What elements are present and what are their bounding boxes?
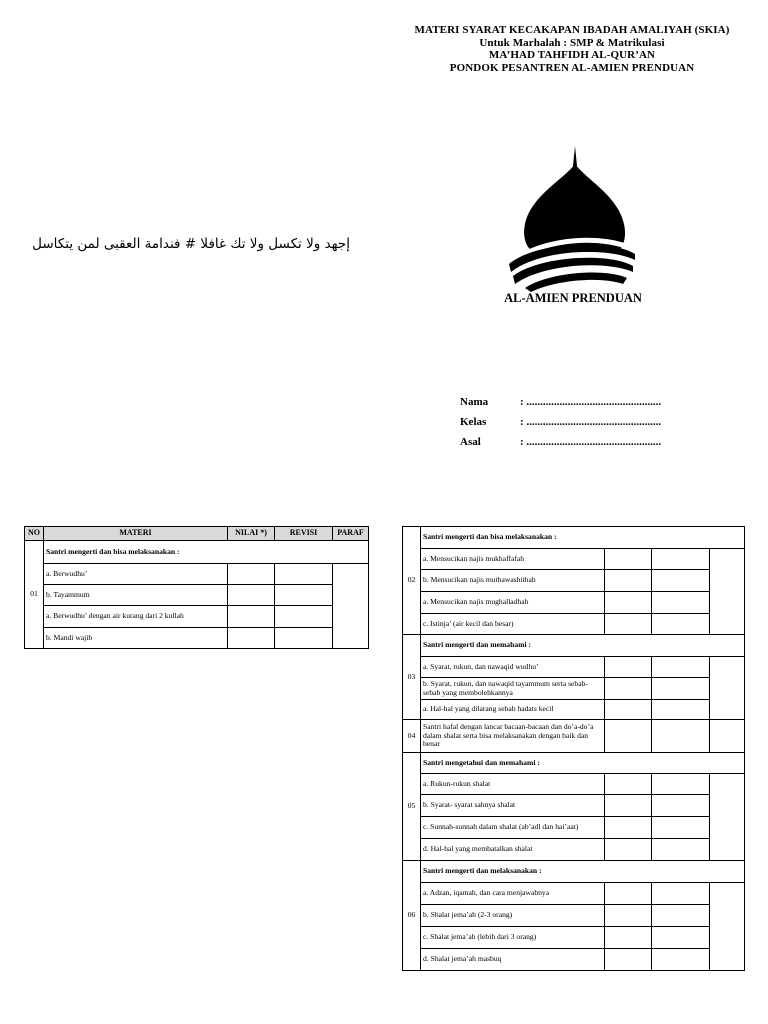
- materi-item: b. Mensucikan najis muthawashithah: [421, 570, 605, 592]
- materi-item: a. Adzan, iqamah, dan cara menjawabnya: [421, 883, 605, 905]
- skia-table-right: [402, 526, 745, 971]
- materi-item: Santri hafal dengan lancar bacaan-bacaan dan do’a-do’a dalam shalat serta bisa melaksanakan dengan baik dan benar: [421, 720, 605, 753]
- table-row: [25, 628, 369, 649]
- table-row: [25, 606, 369, 628]
- paraf-cell[interactable]: [333, 564, 369, 649]
- row-number: 05: [403, 753, 421, 861]
- table-row: [403, 657, 745, 678]
- materi-item: d. Shalat jema’ah masbuq: [421, 949, 605, 971]
- revisi-cell[interactable]: [652, 614, 710, 635]
- table-row: [403, 614, 745, 635]
- paraf-cell[interactable]: [710, 774, 745, 861]
- table-row: [403, 549, 745, 570]
- table-row: [403, 817, 745, 839]
- materi-item: a. Mensucikan najis mukhaffafah: [421, 549, 605, 570]
- revisi-cell[interactable]: [652, 657, 710, 678]
- col-materi: MATERI: [44, 527, 228, 541]
- header-marhalah: Untuk Marhalah : SMP & Matrikulasi: [479, 36, 665, 49]
- nilai-cell[interactable]: [605, 700, 652, 720]
- document-header: [396, 24, 748, 74]
- group-intro: Santri mengetahui dan memahami :: [421, 753, 745, 774]
- row-number: 02: [403, 527, 421, 635]
- revisi-cell[interactable]: [652, 570, 710, 592]
- col-nilai: NILAI *): [228, 527, 275, 541]
- materi-item: a. Berwudhu’ dengan air kurang dari 2 kullah: [44, 606, 228, 628]
- revisi-cell[interactable]: [652, 774, 710, 795]
- kelas-field[interactable]: : .................................................: [520, 416, 662, 428]
- table-row: [403, 720, 745, 753]
- header-pondok: PONDOK PESANTREN AL-AMIEN PRENDUAN: [449, 61, 695, 74]
- revisi-cell[interactable]: [652, 883, 710, 905]
- al-amien-logo-icon: [505, 142, 637, 292]
- materi-item: c. Istinja’ (air kecil dan besar): [421, 614, 605, 635]
- revisi-cell[interactable]: [652, 817, 710, 839]
- nilai-cell[interactable]: [605, 883, 652, 905]
- nama-field[interactable]: : .................................................: [520, 396, 662, 408]
- paraf-cell[interactable]: [710, 549, 745, 635]
- materi-item: a. Berwudhu’: [44, 564, 228, 585]
- nilai-cell[interactable]: [605, 720, 652, 753]
- nilai-cell[interactable]: [605, 817, 652, 839]
- revisi-cell[interactable]: [652, 592, 710, 614]
- table-row: [25, 585, 369, 606]
- group-intro: Santri mengerti dan memahami :: [421, 635, 745, 657]
- header-mahad: MA’HAD TAHFIDH AL-QUR’AN: [488, 49, 656, 61]
- materi-item: d. Hal-hal yang membatalkan shalat: [421, 839, 605, 861]
- nilai-cell[interactable]: [228, 585, 275, 606]
- row-number: 04: [403, 720, 421, 753]
- table-row: [403, 570, 745, 592]
- group-intro: Santri mengerti dan melaksanakan :: [421, 861, 745, 883]
- paraf-cell[interactable]: [710, 720, 745, 753]
- nilai-cell[interactable]: [605, 774, 652, 795]
- row-number: 01: [25, 541, 44, 649]
- nilai-cell[interactable]: [605, 905, 652, 927]
- materi-item: b. Shalat jema’ah (2-3 orang): [421, 905, 605, 927]
- revisi-cell[interactable]: [652, 795, 710, 817]
- table-row: [25, 541, 369, 564]
- table-row: [403, 753, 745, 774]
- materi-item: a. Hal-hal yang dilarang sebab hadats kecil: [421, 700, 605, 720]
- nilai-cell[interactable]: [605, 570, 652, 592]
- row-number: 03: [403, 635, 421, 720]
- materi-item: c. Sunnah-sunnah dalam shalat (ab’adl dan hai’aat): [421, 817, 605, 839]
- group-intro: Santri mengerti dan bisa melaksanakan :: [44, 541, 369, 564]
- materi-item: b. Syarat- syarat sahnya shalat: [421, 795, 605, 817]
- paraf-cell[interactable]: [710, 883, 745, 971]
- table-row: [403, 949, 745, 971]
- nilai-cell[interactable]: [605, 795, 652, 817]
- identity-form: [460, 392, 661, 452]
- revisi-cell[interactable]: [652, 949, 710, 971]
- revisi-cell[interactable]: [652, 549, 710, 570]
- materi-item: a. Syarat, rukun, dan nawaqid wudhu’: [421, 657, 605, 678]
- group-intro: Santri mengerti dan bisa melaksanakan :: [421, 527, 745, 549]
- materi-item: b. Tayammum: [44, 585, 228, 606]
- revisi-cell[interactable]: [652, 700, 710, 720]
- revisi-cell[interactable]: [275, 585, 333, 606]
- revisi-cell[interactable]: [652, 839, 710, 861]
- table-row: [25, 564, 369, 585]
- materi-item: a. Rukun-rukun shalat: [421, 774, 605, 795]
- asal-row: [460, 432, 661, 452]
- nilai-cell[interactable]: [605, 549, 652, 570]
- nilai-cell[interactable]: [605, 678, 652, 700]
- header-title: MATERI SYARAT KECAKAPAN IBADAH AMALIYAH (SKIA): [414, 24, 730, 36]
- nilai-cell[interactable]: [228, 606, 275, 628]
- table-row: [403, 678, 745, 700]
- skia-table-left: [24, 526, 369, 649]
- table-row: [403, 635, 745, 657]
- table-header-row: [25, 527, 369, 541]
- table-row: [403, 883, 745, 905]
- revisi-cell[interactable]: [275, 628, 333, 649]
- revisi-cell[interactable]: [652, 678, 710, 700]
- materi-item: c. Shalat jema’ah (lebih dari 3 orang): [421, 927, 605, 949]
- nilai-cell[interactable]: [605, 927, 652, 949]
- nilai-cell[interactable]: [605, 592, 652, 614]
- table-row: [403, 592, 745, 614]
- col-no: NO: [25, 527, 44, 541]
- nilai-cell[interactable]: [228, 628, 275, 649]
- table-row: [403, 700, 745, 720]
- revisi-cell[interactable]: [652, 927, 710, 949]
- nilai-cell[interactable]: [605, 657, 652, 678]
- table-row: [403, 795, 745, 817]
- asal-label: Asal: [460, 436, 481, 448]
- logo-caption: AL-AMIEN PRENDUAN: [504, 291, 642, 305]
- revisi-cell[interactable]: [652, 905, 710, 927]
- row-number: 06: [403, 861, 421, 971]
- table-row: [403, 861, 745, 883]
- revisi-cell[interactable]: [275, 606, 333, 628]
- kelas-label: Kelas: [460, 416, 487, 428]
- nama-row: [460, 392, 661, 412]
- table-row: [403, 839, 745, 861]
- table-row: [403, 927, 745, 949]
- arabic-motto: إجهد ولا تكسل ولا تك غافلا # فندامة العقبى لمن يتكاسل: [32, 236, 350, 252]
- revisi-cell[interactable]: [652, 720, 710, 753]
- materi-item: b. Syarat, rukun, dan nawaqid tayammum serta sebab-sebab yang membolehkannya: [421, 678, 605, 700]
- asal-field[interactable]: : .................................................: [520, 436, 662, 448]
- table-row: [403, 905, 745, 927]
- nilai-cell[interactable]: [605, 614, 652, 635]
- paraf-cell[interactable]: [710, 657, 745, 720]
- col-revisi: REVISI: [275, 527, 333, 541]
- table-row: [403, 527, 745, 549]
- nilai-cell[interactable]: [228, 564, 275, 585]
- table-row: [403, 774, 745, 795]
- revisi-cell[interactable]: [275, 564, 333, 585]
- nilai-cell[interactable]: [605, 839, 652, 861]
- nilai-cell[interactable]: [605, 949, 652, 971]
- kelas-row: [460, 412, 661, 432]
- col-paraf: PARAF: [333, 527, 369, 541]
- nama-label: Nama: [460, 396, 489, 408]
- materi-item: a. Mensucikan najis mughalladhah: [421, 592, 605, 614]
- materi-item: b. Mandi wajib: [44, 628, 228, 649]
